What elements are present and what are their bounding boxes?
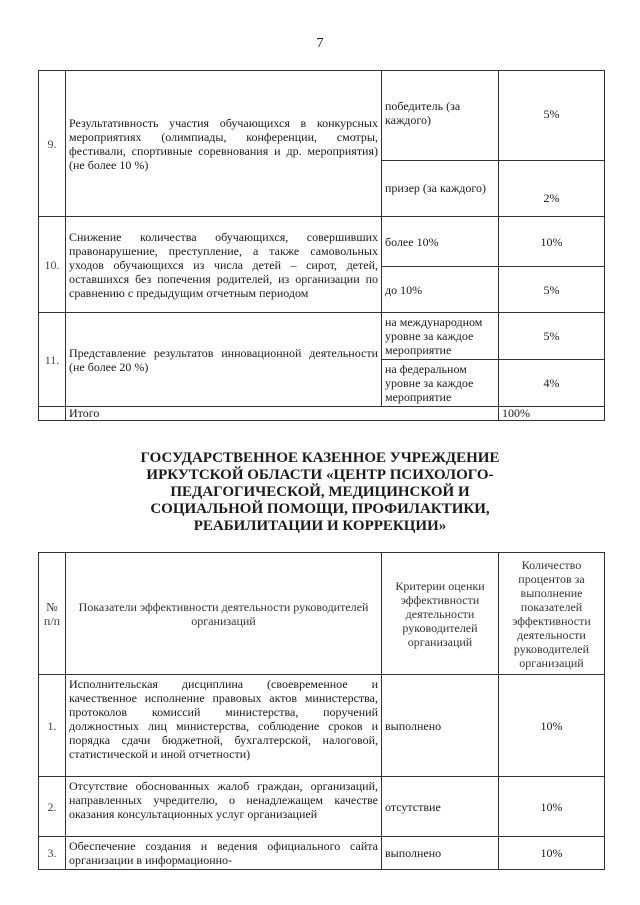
page-number: 7	[316, 36, 324, 51]
criteria-text: на международном уровне за каждое мероприятие	[382, 313, 499, 360]
percent-value: 10%	[499, 777, 605, 837]
criteria-text: отсутствие	[382, 777, 499, 837]
total-value: 100%	[499, 407, 605, 421]
indicator-text: Отсутствие обоснованных жалоб граждан, организаций, направленных учредителю, о ненадлежащем качестве оказания консультационных услуг организацией	[66, 777, 382, 837]
percent-value: 2%	[499, 161, 605, 217]
percent-value: 10%	[499, 217, 605, 267]
row-number: 1.	[39, 675, 66, 777]
total-empty-cell	[39, 407, 66, 421]
criteria-text: на федеральном уровне за каждое мероприятие	[382, 360, 499, 407]
header-indicator: Показатели эффективности деятельности руководителей организаций	[66, 553, 382, 675]
criteria-text: победитель (за каждого)	[382, 71, 499, 161]
row-number: 9.	[39, 71, 66, 217]
percent-value: 5%	[499, 71, 605, 161]
row-number: 10.	[39, 217, 66, 313]
indicators-table-continued	[38, 70, 605, 421]
criteria-text: выполнено	[382, 675, 499, 777]
row-number: 3.	[39, 837, 66, 870]
header-percent: Количество процентов за выполнение показателей эффективности деятельности руководителей организаций	[499, 553, 605, 675]
indicators-table	[38, 552, 605, 870]
percent-value: 5%	[499, 267, 605, 313]
percent-value: 5%	[499, 313, 605, 360]
criteria-text: более 10%	[382, 217, 499, 267]
header-criteria: Критерии оценки эффективности деятельности руководителей организаций	[382, 553, 499, 675]
indicator-text: Представление результатов инновационной деятельности (не более 20 %)	[66, 313, 382, 407]
percent-value: 10%	[499, 675, 605, 777]
indicator-text: Результативность участия обучающихся в конкурсных мероприятиях (олимпиады, конференции, смотры, фестивали, спортивные соревнования и др. мероприятия) (не более 10 %)	[66, 71, 382, 217]
percent-value: 4%	[499, 360, 605, 407]
percent-value: 10%	[499, 837, 605, 870]
row-number: 2.	[39, 777, 66, 837]
criteria-text: призер (за каждого)	[382, 161, 499, 217]
total-label: Итого	[66, 407, 499, 421]
indicator-text: Обеспечение создания и ведения официального сайта организации в информационно-	[66, 837, 382, 870]
criteria-text: до 10%	[382, 267, 499, 313]
indicator-text: Снижение количества обучающихся, совершивших правонарушение, преступление, а также самовольных уходов обучающихся из числа детей – сирот, детей, оставшихся без попечения родителей, из организации по сравнению с предыдущим отчетным периодом	[66, 217, 382, 313]
row-number: 11.	[39, 313, 66, 407]
header-number: № п/п	[39, 553, 66, 675]
criteria-text: выполнено	[382, 837, 499, 870]
section-title: ГОСУДАРСТВЕННОЕ КАЗЕННОЕ УЧРЕЖДЕНИЕ ИРКУТСКОЙ ОБЛАСТИ «ЦЕНТР ПСИХОЛОГО-ПЕДАГОГИЧЕСКОЙ, МЕДИЦИНСКОЙ И СОЦИАЛЬНОЙ ПОМОЩИ, ПРОФИЛАКТИКИ, РЕАБИЛИТАЦИИ И КОРРЕКЦИИ»	[140, 450, 500, 534]
indicator-text: Исполнительская дисциплина (своевременное и качественное исполнение правовых актов министерства, протоколов комиссий министерства, поручений должностных лиц министерства, соблюдение сроков и порядка сдачи бюджетной, бухгалтерской, налоговой, статистической и иной отчетности)	[66, 675, 382, 777]
